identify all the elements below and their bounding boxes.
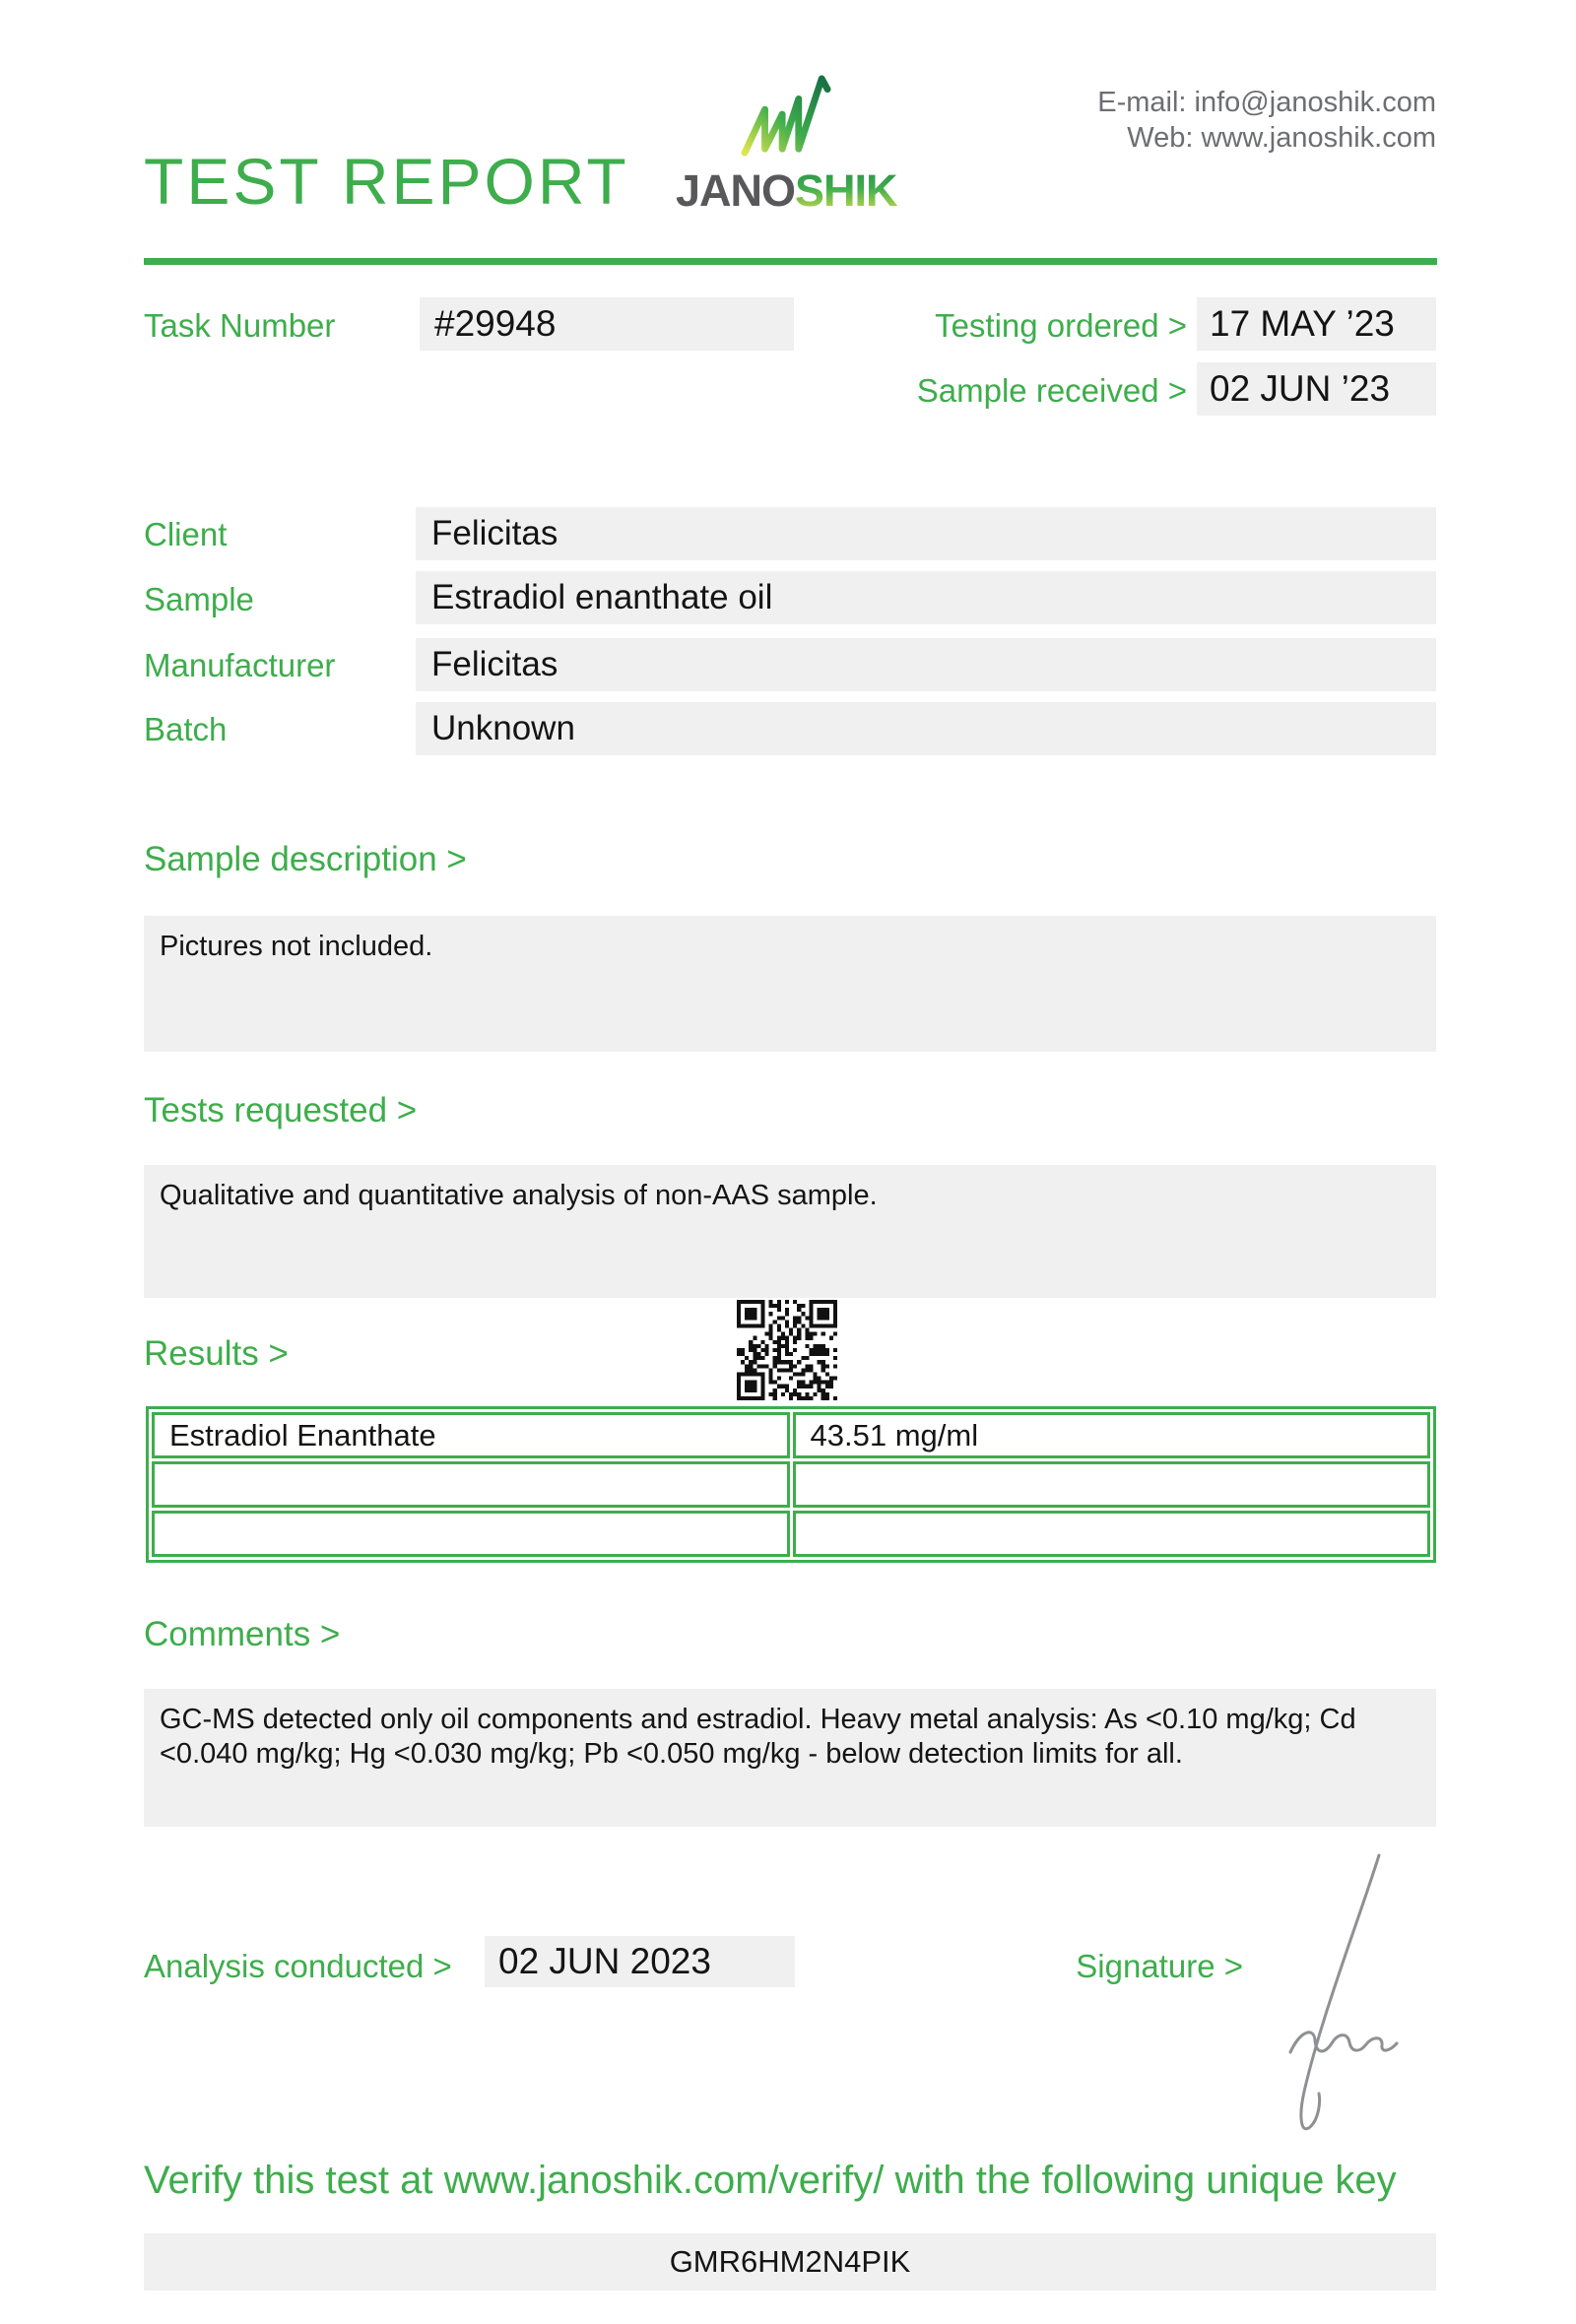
signature-handwriting xyxy=(1263,1847,1435,2143)
result-amount xyxy=(793,1511,1431,1557)
manufacturer-label: Manufacturer xyxy=(144,647,336,683)
results-row xyxy=(152,1412,1430,1458)
sample-description-heading: Sample description > xyxy=(144,840,467,878)
sample-value: Estradiol enanthate oil xyxy=(416,571,1436,624)
comments-box xyxy=(144,1689,1436,1827)
sample-description-box xyxy=(144,916,1436,1052)
batch-label: Batch xyxy=(144,711,228,747)
result-amount: 43.51 mg/ml xyxy=(793,1412,1431,1458)
tests-requested-text: Qualitative and quantitative analysis of non-AAS sample. xyxy=(160,1180,878,1211)
result-substance xyxy=(152,1461,790,1508)
growth-chart-icon xyxy=(739,73,837,160)
sample-received-label: Sample received > xyxy=(916,372,1187,409)
sample-received-value: 02 JUN ’23 xyxy=(1197,362,1436,416)
sample-label: Sample xyxy=(144,581,254,617)
comments-text: GC-MS detected only oil components and estradiol. Heavy metal analysis: As <0.10 mg/kg; Cd <0.040 mg/kg; Hg <0.030 mg/kg; Pb <0.050 mg/kg - below detection limits for all. xyxy=(160,1704,1356,1770)
signature-label: Signature > xyxy=(1076,1948,1243,1984)
tests-requested-heading: Tests requested > xyxy=(144,1091,418,1130)
task-number-label: Task Number xyxy=(144,307,336,344)
header-divider xyxy=(144,258,1437,265)
logo-text-shik: SHIK xyxy=(795,165,897,216)
manufacturer-value: Felicitas xyxy=(416,638,1436,691)
client-label: Client xyxy=(144,516,228,552)
task-number-value: #29948 xyxy=(420,297,794,351)
testing-ordered-value: 17 MAY ’23 xyxy=(1197,297,1436,351)
comments-heading: Comments > xyxy=(144,1615,341,1653)
client-value: Felicitas xyxy=(416,507,1436,560)
contact-email: E-mail: info@janoshik.com xyxy=(1097,87,1436,118)
logo-wordmark xyxy=(676,165,897,217)
result-substance xyxy=(152,1511,790,1557)
qr-code-icon xyxy=(737,1300,837,1400)
analysis-conducted-label: Analysis conducted > xyxy=(144,1948,452,1984)
logo-text-jano: JANO xyxy=(676,165,796,216)
results-row xyxy=(152,1511,1430,1557)
results-heading: Results > xyxy=(144,1334,289,1373)
result-substance: Estradiol Enanthate xyxy=(152,1412,790,1458)
verify-key: GMR6HM2N4PIK xyxy=(144,2233,1436,2291)
results-row xyxy=(152,1461,1430,1508)
testing-ordered-label: Testing ordered > xyxy=(935,307,1187,344)
results-table xyxy=(146,1406,1436,1563)
batch-value: Unknown xyxy=(416,702,1436,755)
analysis-conducted-date: 02 JUN 2023 xyxy=(485,1936,795,1987)
sample-description-text: Pictures not included. xyxy=(160,931,433,962)
contact-web: Web: www.janoshik.com xyxy=(1127,122,1436,155)
contact-block xyxy=(1097,85,1436,157)
verify-instruction: Verify this test at www.janoshik.com/verify/ with the following unique key xyxy=(144,2159,1397,2202)
result-amount xyxy=(793,1461,1431,1508)
tests-requested-box xyxy=(144,1165,1436,1298)
page-title: TEST REPORT xyxy=(144,145,629,218)
